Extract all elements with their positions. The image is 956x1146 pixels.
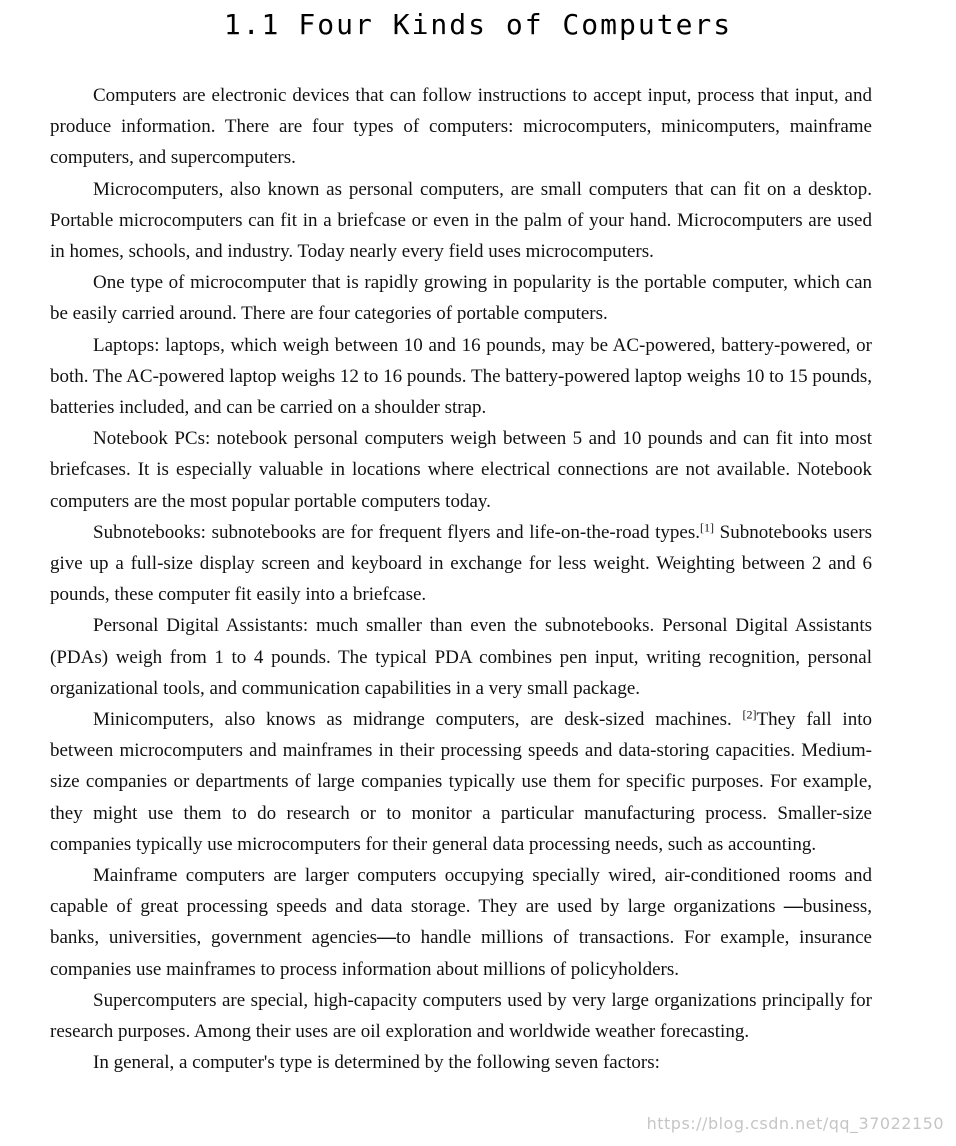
paragraph-text: Supercomputers are special, high-capacity computers used by very large organizations principally for research purposes. Among their uses are oil exploration and worldwide weather forecasting. bbox=[50, 989, 872, 1043]
section-heading bbox=[0, 8, 956, 41]
paragraph-seven-factors bbox=[50, 1047, 872, 1078]
paragraph-pdas bbox=[50, 610, 872, 704]
paragraph-text: business, banks, universities, government agencies bbox=[50, 896, 872, 949]
paragraph-text: to handle millions of transactions. For example, insurance companies use mainframes to process information about millions of policyholders. bbox=[50, 927, 872, 980]
footnote-ref-1: [1] bbox=[700, 520, 714, 535]
footnote-ref-2: [2] bbox=[742, 707, 757, 722]
paragraph-text: In general, a computer's type is determined by the following seven factors: bbox=[93, 1052, 660, 1074]
paragraph-text: One type of microcomputer that is rapidly growing in popularity is the portable computer, which can be easily carried around. There are four categories of portable computers. bbox=[50, 272, 872, 325]
paragraph-microcomputers bbox=[50, 174, 872, 268]
paragraph-text: Laptops: laptops, which weigh between 10 and 16 pounds, may be AC-powered, battery-powered, or both. The AC-powered laptop weighs 12 to 16 pounds. The battery-powered laptop weighs 10 to 15 pounds, batteries included, and can be carried on a shoulder strap. bbox=[50, 334, 872, 419]
paragraph-subnotebooks bbox=[50, 517, 872, 611]
paragraph-text: Minicomputers, also knows as midrange computers, are desk-sized machines. bbox=[93, 709, 743, 731]
paragraph-supercomputers bbox=[50, 985, 872, 1047]
paragraph-laptops bbox=[50, 330, 872, 424]
paragraph-text: They fall into between microcomputers and mainframes in their processing speeds and data-storing capacities. Medium-size companies or departments of large companies typically use them for specific purposes. For example, they might use them to do research or to monitor a particular manufacturing process. Smaller-size companies typically use microcomputers for their general data processing needs, such as accounting. bbox=[50, 709, 872, 855]
paragraph-text: Mainframe computers are larger computers occupying specially wired, air-conditioned rooms and capable of great processing speeds and data storage. They are used by large organizations bbox=[50, 865, 872, 918]
section-number: 1.1 bbox=[223, 8, 281, 41]
em-dash: — bbox=[377, 927, 396, 949]
paragraph-mainframes bbox=[50, 860, 872, 985]
section-title: Four Kinds of Computers bbox=[298, 8, 733, 41]
paragraph-notebooks bbox=[50, 423, 872, 517]
document-body bbox=[50, 80, 872, 1079]
paragraph-portable bbox=[50, 267, 872, 329]
paragraph-text: Subnotebooks: subnotebooks are for frequent flyers and life-on-the-road types. bbox=[93, 521, 700, 543]
em-dash: — bbox=[783, 896, 803, 918]
paragraph-text: Computers are electronic devices that can follow instructions to accept input, process that input, and produce information. There are four types of computers: microcomputers, minicomputers, mainframe computers, and supercomputers. bbox=[50, 85, 872, 169]
paragraph-intro bbox=[50, 80, 872, 174]
paragraph-text: Microcomputers, also known as personal computers, are small computers that can fit on a desktop. Portable microcomputers can fit in a briefcase or even in the palm of your hand. Microcomputers are used in homes, schools, and industry. Today nearly every field uses microcomputers. bbox=[50, 178, 872, 263]
watermark: https://blog.csdn.net/qq_37022150 bbox=[646, 1114, 944, 1133]
paragraph-text: Notebook PCs: notebook personal computers weigh between 5 and 10 pounds and can fit into most briefcases. It is especially valuable in locations where electrical connections are not available. Notebook computers are the most popular portable computers today. bbox=[50, 428, 872, 512]
paragraph-text: Personal Digital Assistants: much smaller than even the subnotebooks. Personal Digital Assistants (PDAs) weigh from 1 to 4 pounds. The typical PDA combines pen input, writing recognition, personal organizational tools, and communication capabilities in a very small package. bbox=[50, 615, 872, 699]
paragraph-text: Subnotebooks users give up a full-size display screen and keyboard in exchange for less weight. Weighting between 2 and 6 pounds, these computer fit easily into a briefcase. bbox=[50, 521, 872, 606]
paragraph-minicomputers bbox=[50, 704, 872, 860]
